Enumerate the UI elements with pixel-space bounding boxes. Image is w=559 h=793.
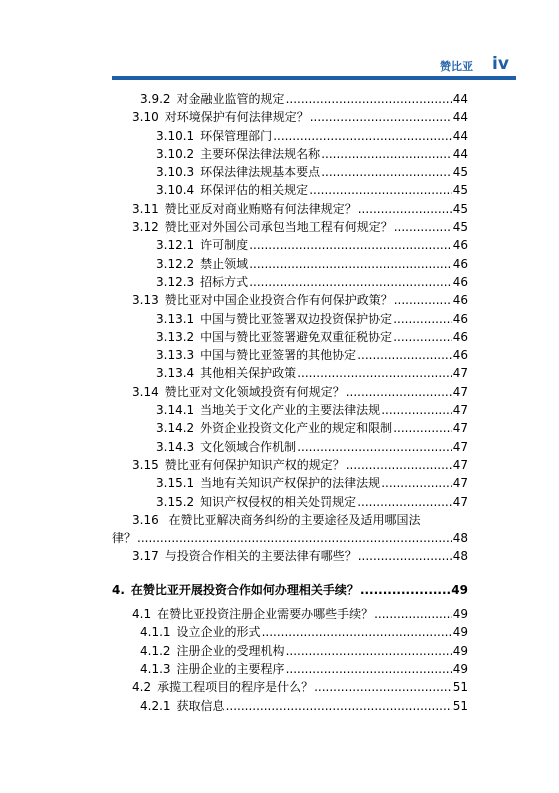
toc-entry-page: 44 [452,146,468,161]
toc-entry-title: 注册企业的受理机构 [176,643,285,658]
toc-leader-dots [249,255,452,273]
toc-entry-title: 设立企业的形式 [176,625,261,640]
toc-entry[interactable] [112,181,468,199]
header-page-number: iv [492,54,509,74]
toc-leader-dots [381,401,452,419]
toc-entry-page: 46 [452,238,468,253]
toc-leader-dots [358,547,452,565]
toc-entry-page: 46 [452,311,468,326]
toc-entry[interactable] [112,108,468,126]
toc-group-c [112,605,468,715]
toc-leader-dots [249,273,452,291]
toc-entry-title: 中国与赞比亚签署双边投资保护协定 [200,311,393,326]
section-gap [112,566,468,581]
toc-entry[interactable] [112,438,468,456]
toc-entry-page: 45 [452,183,468,198]
toc-entry[interactable] [112,127,468,145]
toc-entry-page: 45 [452,201,468,216]
toc-entry-title: 主要环保法律法规名称 [200,146,321,161]
toc-leader-dots [357,346,452,364]
toc-entry[interactable] [112,623,468,641]
toc-group-a [112,90,468,511]
toc-leader-dots [357,493,452,511]
toc-entry-page: 47 [452,366,468,381]
toc-entry-title: 与投资合作相关的主要法律有哪些？ [164,549,357,564]
toc-entry-number: 3.14.2 [156,421,195,436]
toc-entry[interactable] [112,383,468,401]
toc-leader-dots [394,291,452,309]
toc-entry-title: 环保评估的相关规定 [200,183,309,198]
toc-entry-title: 招标方式 [200,274,249,289]
toc-entry[interactable] [112,163,468,181]
toc-entry-number: 3.14 [132,384,159,399]
toc-entry-title: 中国与赞比亚签署的其他协定 [200,348,357,363]
toc-entry-page: 47 [452,457,468,472]
toc-entry-title: 赞比亚对中国企业投资合作有何保护政策？ [164,293,393,308]
toc-entry-number: 4.2.1 [140,698,171,713]
toc-group-b [112,547,468,565]
toc-entry[interactable] [112,697,468,715]
toc-entry-page: 46 [452,293,468,308]
toc-leader-dots [249,236,452,254]
toc-entry-page: 44 [452,128,468,143]
toc-entry-title: 对环境保护有何法律规定？ [164,110,309,125]
header-divider [112,76,516,80]
toc-entry-page: 47 [452,494,468,509]
toc-entry[interactable] [112,547,468,565]
toc-leader-dots [310,108,452,126]
toc-entry-number: 3.10.1 [156,128,195,143]
toc-leader-dots [346,383,452,401]
toc-entry-number: 3.12.2 [156,256,195,271]
toc-entry-number: 3.14.3 [156,439,195,454]
toc-entry-number: 3.10 [132,110,159,125]
toc-entry-title: 禁止领域 [200,256,249,271]
toc-entry-number: 3.12.1 [156,238,195,253]
toc-entry[interactable] [112,456,468,474]
toc-entry-number: 3.12 [132,220,159,235]
toc-entry[interactable] [112,328,468,346]
toc-entry-number: 3.15 [132,457,159,472]
toc-entry-title: 承揽工程项目的程序是什么？ [157,680,314,695]
toc-entry-title: 赞比亚对文化领域投资有何规定？ [164,384,345,399]
toc-entry-number: 3.10.2 [156,146,195,161]
toc-leader-dots [262,623,452,641]
toc-entry[interactable] [112,291,468,309]
toc-leader-dots [286,90,452,108]
toc-entry-title: 赞比亚反对商业贿赂有何法律规定？ [164,201,357,216]
toc-leader-dots [358,200,452,218]
toc-entry-title: 获取信息 [176,698,225,713]
toc-entry-page: 45 [452,220,468,235]
toc-entry-page: 46 [452,348,468,363]
toc-leader-dots [314,678,452,696]
toc-entry-page: 47 [452,421,468,436]
toc-entry[interactable] [112,346,468,364]
toc-entry-page: 49 [452,607,468,622]
toc-entry-title: 赞比亚对外国公司承包当地工程有何规定？ [164,220,393,235]
toc-entry-page: 51 [452,698,468,713]
toc-entry-number: 3.13.3 [156,348,195,363]
toc-entry[interactable] [112,90,468,108]
toc-leader-dots [321,145,452,163]
toc-entry-page: 51 [452,680,468,695]
toc-entry[interactable] [112,419,468,437]
toc-entry[interactable] [112,310,468,328]
toc-entry-title: 注册企业的主要程序 [176,661,285,676]
toc-entry-title: 许可制度 [200,238,249,253]
toc-entry[interactable] [112,401,468,419]
toc-leader-dots [393,310,452,328]
toc-entry-number: 3.15.2 [156,494,195,509]
toc-entry-number: 4.1.1 [140,625,171,640]
toc-entry-page: 44 [452,92,468,106]
toc-entry-title: 外资企业投资文化产业的规定和限制 [200,421,393,436]
toc-chapter-number: 4. [112,582,125,597]
toc-entry-page: 47 [452,439,468,454]
toc-leader-dots [297,364,452,382]
toc-entry-page: 49 [452,661,468,676]
toc-entry-number: 4.2 [132,680,152,695]
toc-entry-number: 3.17 [132,549,159,564]
toc-entry-number: 3.10.3 [156,165,195,180]
toc-entry-number: 3.13.4 [156,366,195,381]
toc-entry-page: 49 [452,643,468,658]
toc-entry-title: 其他相关保护政策 [200,366,297,381]
toc-leader-dots [321,163,452,181]
toc-entry-number: 3.13 [132,293,159,308]
header-country-name: 赞比亚 [440,60,473,73]
toc-entry-number: 3.13.1 [156,311,195,326]
toc-leader-dots [393,419,452,437]
toc-leader-dots [273,127,452,145]
toc-entry[interactable] [112,678,468,696]
toc-chapter-entry[interactable] [112,581,468,599]
toc-entry-number: 4.1.2 [140,643,171,658]
toc-entry-number: 3.15.1 [156,476,195,491]
toc-entry-page: 47 [452,384,468,399]
toc-entry-title: 当地有关知识产权保护的法律法规 [200,476,381,491]
toc-leader-dots [286,660,452,678]
toc-entry[interactable] [112,364,468,382]
toc-leader-dots [346,456,452,474]
toc-entry[interactable] [112,218,468,236]
toc-leader-dots [360,581,450,599]
toc-entry[interactable] [112,200,468,218]
toc-entry-number: 4.1.3 [140,661,171,676]
toc-entry[interactable] [112,642,468,660]
toc-entry-page: 48 [452,549,468,564]
toc-leader-dots [309,181,452,199]
toc-chapter-title: 在赞比亚开展投资合作如何办理相关手续？ [130,582,359,597]
toc-entry-number: 4.1 [132,607,152,622]
toc-entry-title: 在赞比亚投资注册企业需要办哪些手续？ [157,607,374,622]
toc-entry-page: 49 [452,625,468,640]
toc-leader-dots [394,218,452,236]
toc-entry[interactable] [112,474,468,492]
toc-entry[interactable] [112,605,468,623]
toc-entry-page: 46 [452,256,468,271]
toc-entry-page: 47 [452,403,468,418]
toc-entry-title-continued: 律？ [112,531,137,546]
toc-entry-number: 3.9.2 [140,92,171,106]
toc-entry-title: 环保法律法规基本要点 [200,165,321,180]
toc-entry-page: 48 [452,531,468,546]
toc-entry-title: 在赞比亚解决商务纠纷的主要途径及适用哪国法 [168,512,421,527]
toc-entry[interactable] [112,493,468,511]
toc-entry-number: 3.13.2 [156,329,195,344]
toc-entry-title: 当地关于文化产业的主要法律法规 [200,403,381,418]
toc-entry-title: 赞比亚有何保护知识产权的规定？ [164,457,345,472]
toc-entry-number: 3.11 [132,201,159,216]
toc-entry-title: 知识产权侵权的相关处罚规定 [200,494,357,509]
toc-leader-dots [393,328,452,346]
toc-entry-number: 3.12.3 [156,274,195,289]
toc-entry[interactable] [112,236,468,254]
toc-entry-title: 环保管理部门 [200,128,273,143]
toc-entry-number: 3.14.1 [156,403,195,418]
toc-entry-number: 3.16 [132,512,159,527]
toc-leader-dots [286,642,452,660]
toc-entry-number: 3.10.4 [156,183,195,198]
toc-leader-dots [374,605,452,623]
toc-leader-dots [381,474,452,492]
toc-entry-page: 45 [452,165,468,180]
toc-leader-dots [226,697,452,715]
table-of-contents [112,90,468,715]
toc-entry-title: 中国与赞比亚签署避免双重征税协定 [200,329,393,344]
toc-entry[interactable] [112,660,468,678]
toc-entry-page: 47 [452,476,468,491]
toc-chapter-page: 49 [451,582,468,597]
toc-entry[interactable] [112,255,468,273]
toc-entry[interactable] [112,145,468,163]
toc-entry[interactable] [112,273,468,291]
toc-entry-page: 44 [452,110,468,125]
toc-entry-title: 文化领域合作机制 [200,439,297,454]
toc-entry-page: 46 [452,274,468,289]
toc-entry-page: 46 [452,329,468,344]
toc-entry-title: 对金融业监管的规定 [176,92,285,106]
toc-leader-dots [137,529,452,547]
toc-leader-dots [297,438,452,456]
toc-entry-wrapped[interactable] [112,511,468,548]
